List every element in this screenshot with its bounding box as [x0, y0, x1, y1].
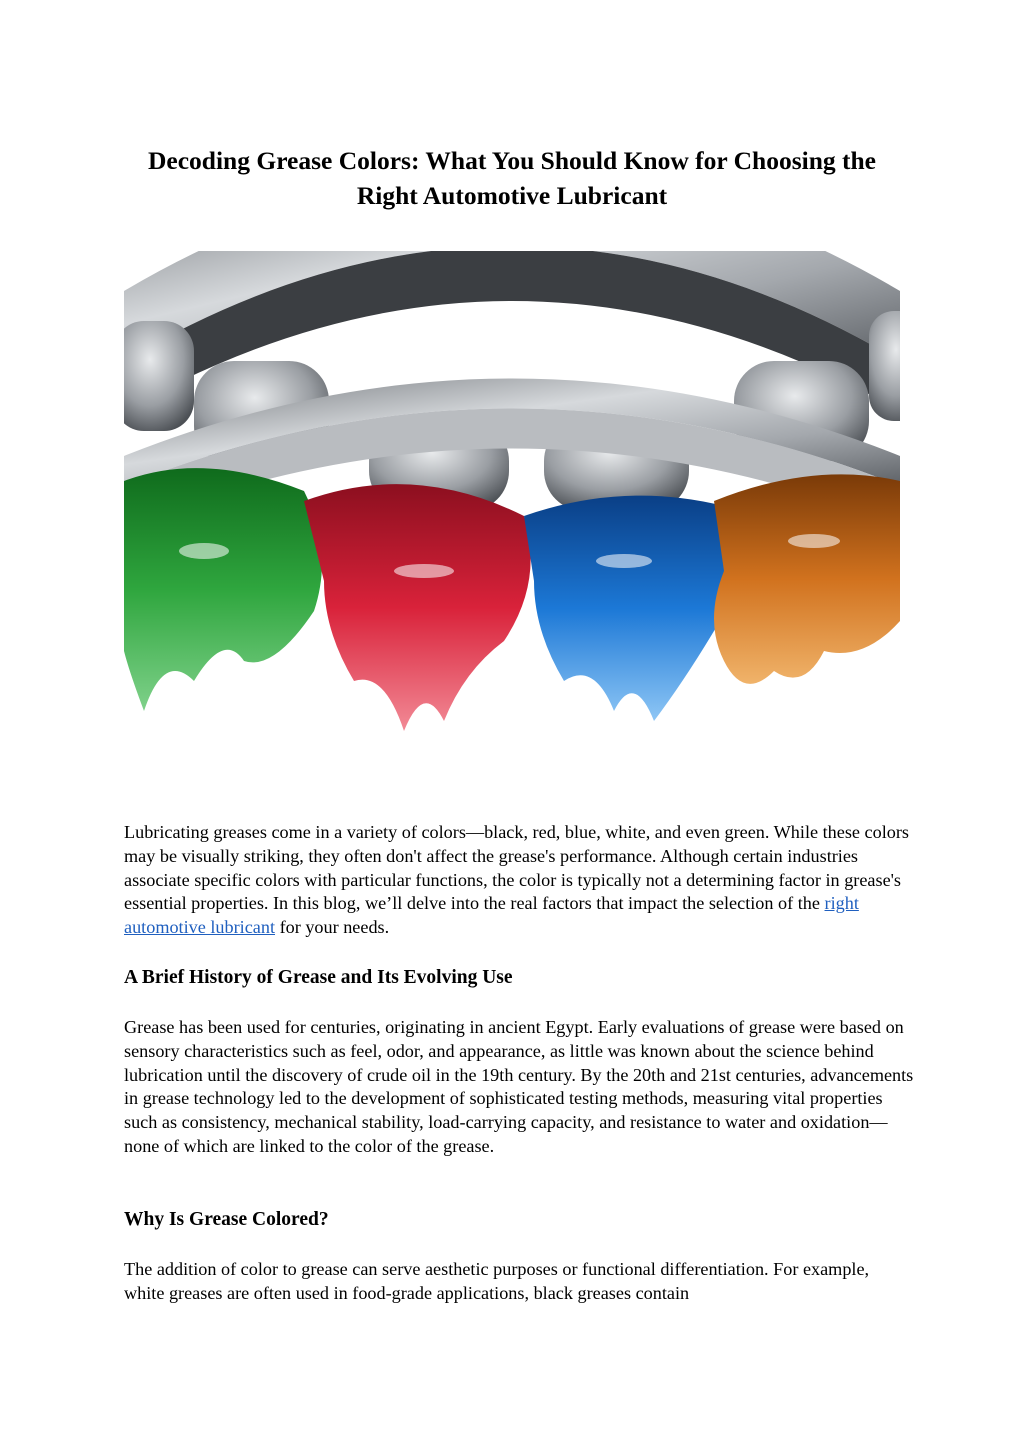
- bearing-with-colored-grease-image: [124, 251, 900, 781]
- history-paragraph: Grease has been used for centuries, originating in ancient Egypt. Early evaluations of grease were based on sensory characteristics such as feel, odor, and appearance, as little was known about the science behind lubrication until the discovery of crude oil in the 19th century. By the 20th and 21st centuries, advancements in grease technology led to the development of sophisticated testing methods, measuring vital properties such as consistency, mechanical stability, load-carrying capacity, and resistance to water and oxidation—none of which are linked to the color of the grease.: [124, 1017, 914, 1156]
- section-heading-history: A Brief History of Grease and Its Evolving Use: [124, 967, 513, 988]
- intro-paragraph: [124, 821, 914, 940]
- page-title: Decoding Grease Colors: What You Should Know for Choosing the Right Automotive Lubricant: [147, 146, 877, 210]
- intro-text: Lubricating greases come in a variety of colors—black, red, blue, white, and even green. While these colors may be visually striking, they often don't affect the grease's performance. Although certain industries associate specific colors with particular functions, the color is typically not a determining factor in grease's essential properties. In this blog, we’ll delve into the real factors that impact the selection of the: [124, 822, 909, 914]
- automotive-lubricant-link[interactable]: right automotive lubricant: [124, 893, 859, 938]
- why-colored-paragraph: The addition of color to grease can serve aesthetic purposes or functional differentiation. For example, white greases are often used in food-grade applications, black greases contain: [124, 1259, 870, 1303]
- section-heading-why-colored: Why Is Grease Colored?: [124, 1209, 329, 1230]
- intro-text-end: for your needs.: [275, 917, 390, 938]
